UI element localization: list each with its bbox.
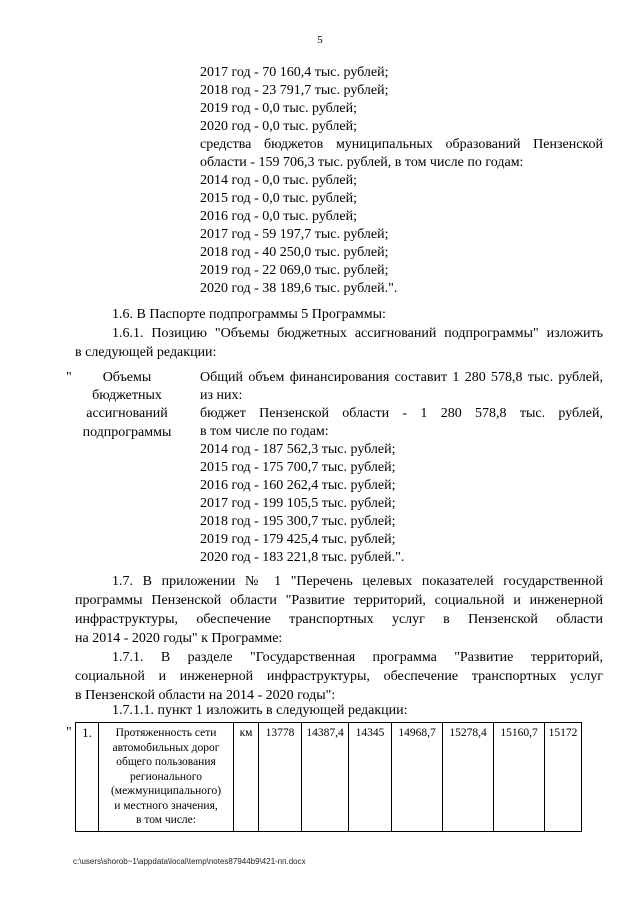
value-2020: 15172: [545, 723, 582, 832]
funding-line-2017: 2017 год - 70 160,4 тыс. рублей;: [200, 65, 389, 80]
municipal-year-2018: 2018 год - 40 250,0 тыс. рублей;: [200, 245, 389, 260]
section-1-7-1-line-2: социальной и инженерной инфраструктуры, обеспечение транспортных услуг: [75, 669, 603, 684]
passport-year-2020: 2020 год - 183 221,8 тыс. рублей.".: [200, 550, 405, 565]
funding-line-2020: 2020 год - 0,0 тыс. рублей;: [200, 119, 358, 134]
passport-budget-line-1: бюджет Пензенской области - 1 280 578,8 тыс. рублей,: [200, 406, 603, 421]
section-1-7-1-line-3: в Пензенской области на 2014 - 2020 годы":: [75, 688, 336, 703]
unit-cell: км: [234, 723, 259, 832]
row-number: 1.: [76, 723, 99, 832]
section-1-7-line-2: программы Пензенской области "Развитие территорий, социальной и инженерной: [75, 593, 603, 608]
municipal-year-2019: 2019 год - 22 069,0 тыс. рублей;: [200, 263, 389, 278]
value-2017: 14968,7: [392, 723, 443, 832]
section-1-6-1-line-2: в следующей редакции:: [75, 345, 217, 360]
value-2018: 15278,4: [443, 723, 494, 832]
section-1-6-1-line-1: 1.6.1. Позицию "Объемы бюджетных ассигнований подпрограммы" изложить: [112, 326, 603, 341]
value-2016: 14345: [349, 723, 392, 832]
indicator-name-line: Протяженность сети: [115, 727, 217, 739]
passport-year-2017: 2017 год - 199 105,5 тыс. рублей;: [200, 496, 396, 511]
indicator-name-line: (межмуниципального): [110, 785, 222, 797]
indicator-name-line: в том числе:: [136, 814, 196, 826]
section-1-6: 1.6. В Паспорте подпрограммы 5 Программы:: [112, 307, 386, 322]
value-2014: 13778: [259, 723, 302, 832]
section-1-7-line-3: инфраструктуры, обеспечение транспортных услуг в Пензенской области: [75, 612, 603, 627]
passport-year-2014: 2014 год - 187 562,3 тыс. рублей;: [200, 442, 396, 457]
passport-total-line-2: из них:: [200, 388, 243, 403]
passport-label-line: Объемы: [102, 370, 152, 385]
funding-line-2018: 2018 год - 23 791,7 тыс. рублей;: [200, 83, 389, 98]
section-1-7-line-4: на 2014 - 2020 годы" к Программе:: [75, 631, 283, 646]
passport-open-quote: ": [66, 370, 72, 385]
passport-year-2018: 2018 год - 195 300,7 тыс. рублей;: [200, 514, 396, 529]
section-1-7-1-1: 1.7.1.1. пункт 1 изложить в следующей редакции:: [112, 703, 408, 718]
table-row: [76, 723, 582, 832]
page-number: 5: [317, 34, 323, 46]
table-open-quote: ": [66, 725, 72, 740]
passport-label-line: подпрограммы: [82, 424, 172, 440]
passport-year-2019: 2019 год - 179 425,4 тыс. рублей;: [200, 532, 396, 547]
passport-label-line: бюджетных: [92, 388, 162, 404]
value-2015: 14387,4: [302, 723, 349, 832]
funding-line-2019: 2019 год - 0,0 тыс. рублей;: [200, 101, 358, 116]
municipal-year-2017: 2017 год - 59 197,7 тыс. рублей;: [200, 227, 389, 242]
municipal-year-2014: 2014 год - 0,0 тыс. рублей;: [200, 173, 358, 188]
passport-year-2015: 2015 год - 175 700,7 тыс. рублей;: [200, 460, 396, 475]
municipal-year-2015: 2015 год - 0,0 тыс. рублей;: [200, 191, 358, 206]
indicator-name-line: автомобильных дорог: [112, 741, 220, 754]
section-1-7: [75, 572, 603, 648]
indicator-table: [75, 722, 582, 832]
section-1-7-line-1: 1.7. В приложении № 1 "Перечень целевых показателей государственной: [112, 574, 603, 589]
municipal-year-2020: 2020 год - 38 189,6 тыс. рублей.".: [200, 281, 398, 296]
passport-year-2016: 2016 год - 160 262,4 тыс. рублей;: [200, 478, 396, 493]
section-1-7-1-line-1: 1.7.1. В разделе "Государственная программа "Развитие территорий,: [112, 650, 603, 665]
indicator-name-line: и местного значения,: [114, 799, 218, 812]
municipal-line-2: области - 159 706,3 тыс. рублей, в том числе по годам:: [200, 155, 524, 170]
passport-label-line: ассигнований: [86, 406, 168, 422]
municipal-year-2016: 2016 год - 0,0 тыс. рублей;: [200, 209, 358, 224]
value-2019: 15160,7: [494, 723, 545, 832]
footer-file-path: c:\users\shorob~1\appdata\local\temp\notes87944b9\421-пп.docx: [73, 857, 306, 866]
passport-budget-line-2: в том числе по годам:: [200, 424, 329, 439]
indicator-name-line: общего пользования: [116, 756, 216, 768]
indicator-name-line: регионального: [130, 770, 202, 783]
municipal-line-1: средства бюджетов муниципальных образований Пензенской: [200, 137, 603, 152]
passport-total-line-1: Общий объем финансирования составит 1 280 578,8 тыс. рублей,: [200, 370, 603, 385]
section-1-7-1: [75, 648, 603, 705]
passport-label: [66, 369, 188, 442]
indicator-name: [99, 723, 234, 832]
